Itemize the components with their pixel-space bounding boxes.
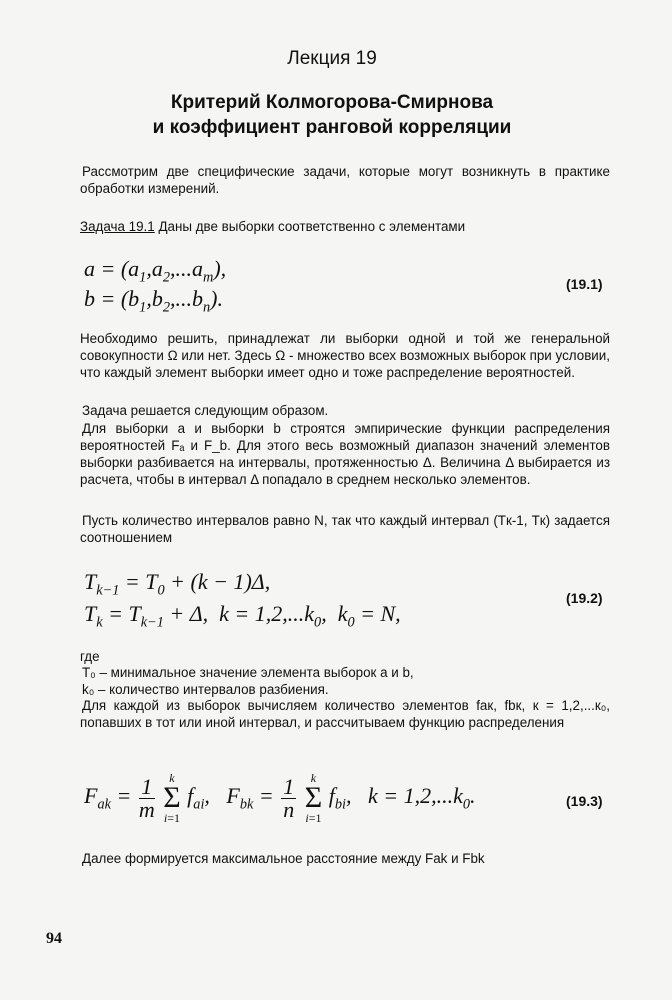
task-text: Даны две выборки соответственно с элементами bbox=[158, 219, 466, 234]
definition-k0: k₀ – количество интервалов разбиения. bbox=[82, 682, 329, 697]
equation-number-19-2: (19.2) bbox=[566, 590, 603, 606]
paragraph-3: Для выборки a и выборки b строятся эмпирические функции распределения вероятностей Fₐ и F_b. Для этого весь возможный диапазон значений элементов выборки разбивается на интервалы, протяженностью Δ. Величина Δ выбирается из расчета, чтобы в интервал Δ попадало в среднем несколько элементов. bbox=[80, 421, 610, 487]
sum-symbol: k Σ i=1 bbox=[163, 771, 181, 825]
title-line-2: и коэффициент ранговой корреляции bbox=[152, 117, 512, 138]
paragraph-2: Задача решается следующим образом. bbox=[82, 403, 329, 418]
equation-19-2: $T_{k-1} = T_0 + (k - 1)\Delta$, $T_k = T_{k-1} + \Delta$, $k = 1,2,...k_0$, $k_0 = N$, bbox=[84, 569, 401, 631]
title-line-1: Критерий Колмогорова-Смирнова bbox=[170, 92, 494, 113]
definition-t0: T₀ – минимальное значение элемента выборок a и b, bbox=[82, 665, 414, 680]
equation-number-19-3: (19.3) bbox=[566, 793, 603, 809]
equation-19-1: $a = (a_1,a_2,...a_m)$, $b = (b_1,b_2,...b_n)$. bbox=[84, 256, 227, 316]
equation-19-3: $F_{ak}$ = $\frac{1}{m}$ k Σ i=1 $f_{ai}$, $F_{bk}$ = $\frac{1}{n}$ k Σ i=1 $f_{bi}$, $k = 1,2,...k_0$. bbox=[84, 771, 476, 825]
task-heading bbox=[80, 218, 610, 235]
sum-symbol: k Σ i=1 bbox=[304, 771, 323, 825]
paragraph-4: Пусть количество интервалов равно N, так что каждый интервал (Tк-1, Tк) задается соотношением bbox=[80, 513, 610, 545]
page-number: 94 bbox=[46, 930, 62, 947]
intro-paragraph: Рассмотрим две специфические задачи, которые могут возникнуть в практике обработки измерений. bbox=[80, 164, 610, 196]
page-title bbox=[0, 90, 664, 140]
paragraph-1: Необходимо решить, принадлежат ли выборки одной и той же генеральной совокупности Ω или нет. Здесь Ω - множество всех возможных выборок при условии, что каждый элемент выборки имеет одно и тоже распределение вероятностей. bbox=[80, 331, 610, 380]
where-label: где bbox=[80, 649, 100, 664]
fraction-1-over-m: $\frac{1}{m}$ bbox=[138, 773, 155, 822]
paragraph-5: Для каждой из выборок вычисляем количество элементов fак, fbк, к = 1,2,...к₀, попавших в тот или иной интервал, и рассчитываем функцию распределения bbox=[80, 698, 610, 730]
paragraph-6: Далее формируется максимальное расстояние между Fak и Fbk bbox=[82, 851, 485, 866]
equation-number-19-1: (19.1) bbox=[566, 276, 603, 292]
fraction-1-over-n: $\frac{1}{n}$ bbox=[283, 773, 295, 822]
lecture-number: Лекция 19 bbox=[287, 48, 377, 69]
task-label: Задача 19.1 bbox=[80, 219, 155, 234]
